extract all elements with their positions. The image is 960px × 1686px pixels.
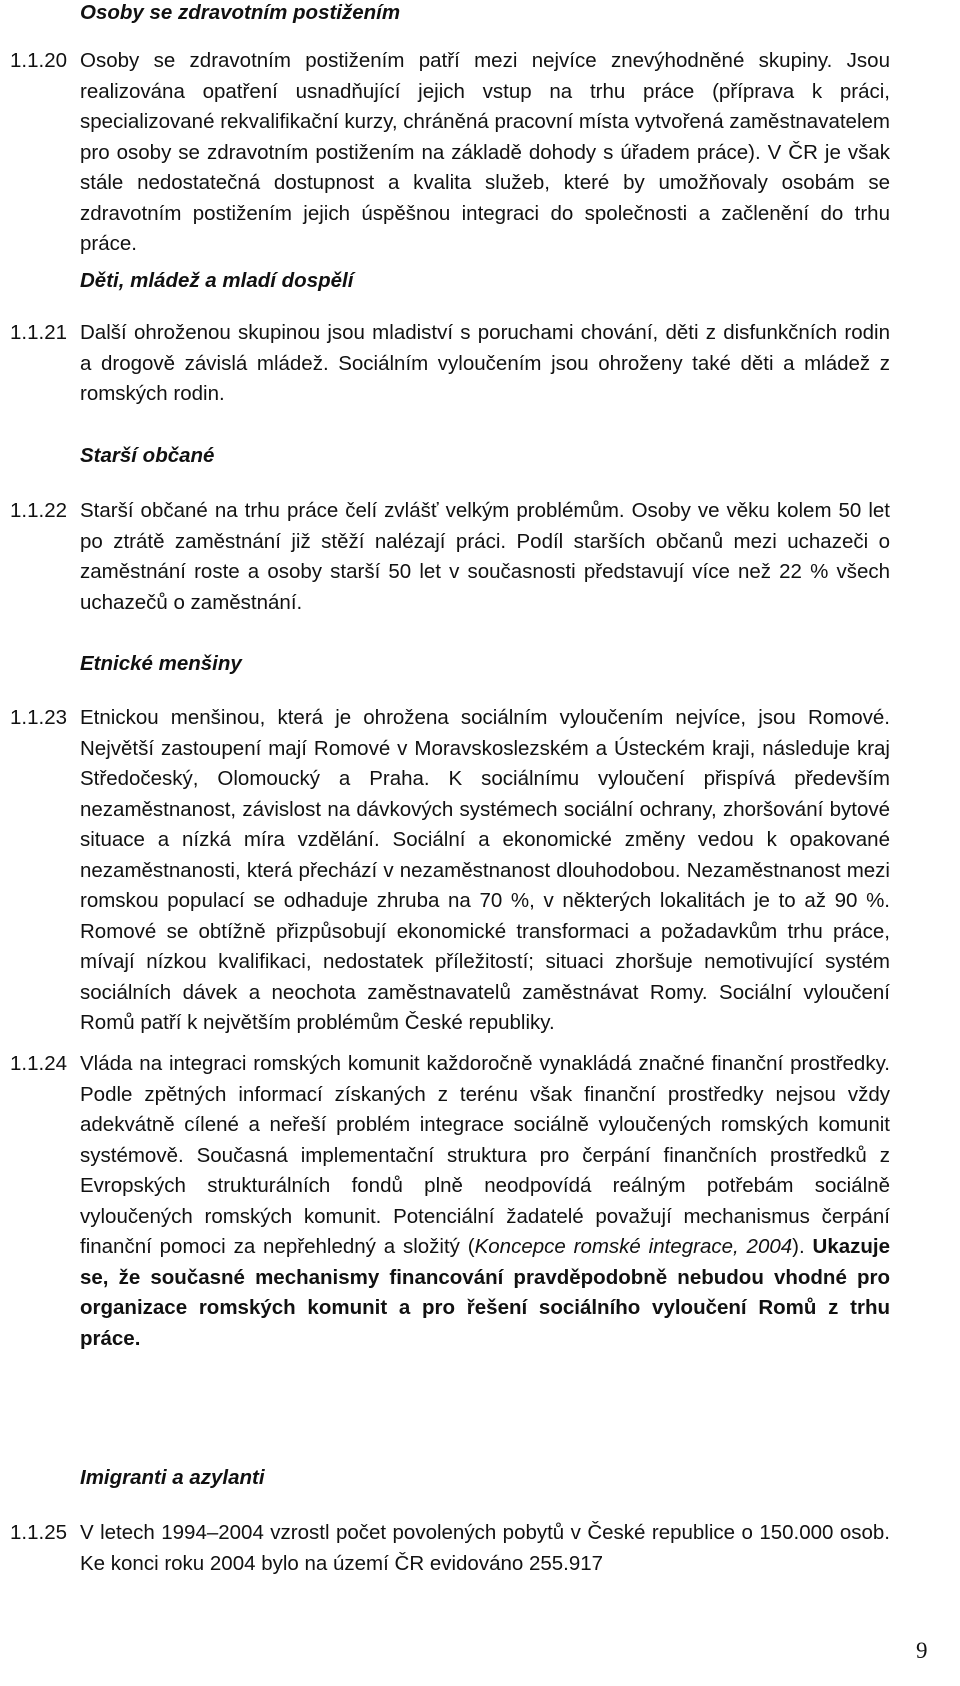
paragraph-text — [80, 1518, 890, 1579]
paragraph-text — [80, 703, 890, 1039]
paragraph-1-1-22 — [10, 496, 890, 618]
paragraph-segment: V letech 1994–2004 vzrostl počet povolených pobytů v České republice o 150.000 osob. Ke konci roku 2004 bylo na území ČR evidováno 255.917 — [80, 1521, 890, 1575]
page-number: 9 — [916, 1638, 928, 1663]
paragraph-segment: Osoby se zdravotním postižením patří mezi nejvíce znevýhodněné skupiny. Jsou realizována opatření usnadňující jejich vstup na trhu práce (příprava k práci, specializované rekvalifikační kurzy, chráněná pracovní místa vytvořená zaměstnavatelem pro osoby se zdravotním postižením na základě dohody s úřadem práce). V ČR je však stále nedostatečná dostupnost a kvalita služeb, které by umožňovaly osobám se zdravotním postižením jejich úspěšnou integraci do společnosti a začlenění do trhu práce. — [80, 49, 890, 255]
paragraph-text — [80, 496, 890, 618]
paragraph-text — [80, 1049, 890, 1354]
section-heading: Děti, mládež a mladí dospělí — [80, 269, 354, 292]
paragraph-segment: Další ohroženou skupinou jsou mladiství s poruchami chování, děti z disfunkčních rodin a drogově závislá mládež. Sociálním vyloučením jsou ohroženy také děti a mládež z romských rodin. — [80, 321, 890, 405]
emphasis-bold: Ukazuje se, že současné mechanismy financování pravděpodobně nebudou vhodné pro organizace romských komunit a pro řešení sociálního vyloučení Romů z trhu práce. — [80, 1235, 891, 1350]
paragraph-number: 1.1.22 — [10, 499, 67, 522]
paragraph-number: 1.1.24 — [10, 1052, 67, 1075]
paragraph-number: 1.1.23 — [10, 706, 67, 729]
paragraph-segment: Starší občané na trhu práce čelí zvlášť velkým problémům. Osoby ve věku kolem 50 let po ztrátě zaměstnání již stěží nalézají práci. Podíl starších občanů mezi uchazeči o zaměstnání roste a osoby starší 50 let v současnosti představují více než 22 % všech uchazečů o zaměstnání. — [80, 499, 890, 614]
section-heading: Osoby se zdravotním postižením — [80, 1, 401, 24]
paragraph-number: 1.1.20 — [10, 49, 67, 72]
paragraph-1-1-23 — [10, 703, 890, 1039]
paragraph-text — [80, 318, 890, 410]
paragraph-number: 1.1.21 — [10, 321, 67, 344]
paragraph-number: 1.1.25 — [10, 1521, 67, 1544]
paragraph-1-1-24 — [10, 1049, 890, 1354]
section-heading: Imigranti a azylanti — [80, 1466, 265, 1489]
paragraph-1-1-20 — [10, 46, 890, 260]
citation-italic: Koncepce romské integrace, 2004 — [474, 1235, 793, 1258]
paragraph-segment: Vláda na integraci romských komunit každoročně vynakládá značné finanční prostředky. Podle zpětných informací získaných z terénu však finanční prostředky nejsou vždy adekvátně cílené a neřeší problém integrace sociálně vyloučených romských komunit systémově. Současná implementační struktura pro čerpání finančních prostředků z Evropských strukturálních fondů plně neodpovídá reálným potřebám sociálně vyloučených romských komunit. Potenciální žadatelé považují mechanismus čerpání finanční pomoci za nepřehledný a složitý ( — [80, 1052, 890, 1258]
paragraph-1-1-21 — [10, 318, 890, 410]
paragraph-segment: ). — [792, 1235, 813, 1258]
paragraph-text — [80, 46, 890, 260]
section-heading: Etnické menšiny — [80, 652, 242, 675]
paragraph-1-1-25 — [10, 1518, 890, 1579]
section-heading: Starší občané — [80, 444, 215, 467]
paragraph-segment: Etnickou menšinou, která je ohrožena sociálním vyloučením nejvíce, jsou Romové. Největší zastoupení mají Romové v Moravskoslezském a Ústeckém kraji, následuje kraj Středočeský, Olomoucký a Praha. K sociálnímu vyloučení přispívá především nezaměstnanost, závislost na dávkových systémech sociální ochrany, zhoršování bytové situace a nízká míra vzdělání. Sociální a ekonomické změny vedou k opakované nezaměstnanosti, která přechází v nezaměstnanost dlouhodobou. Nezaměstnanost mezi romskou populací se odhaduje zhruba na 70 %, v některých lokalitách je to až 90 %. Romové se obtížně přizpůsobují ekonomické transformaci a požadavkům trhu práce, mívají nízkou kvalifikaci, nedostatek příležitostí; situaci zhoršuje nemotivující systém sociálních dávek a neochota zaměstnavatelů zaměstnávat Romy. Sociální vyloučení Romů patří k největším problémům České republiky. — [80, 706, 890, 1034]
